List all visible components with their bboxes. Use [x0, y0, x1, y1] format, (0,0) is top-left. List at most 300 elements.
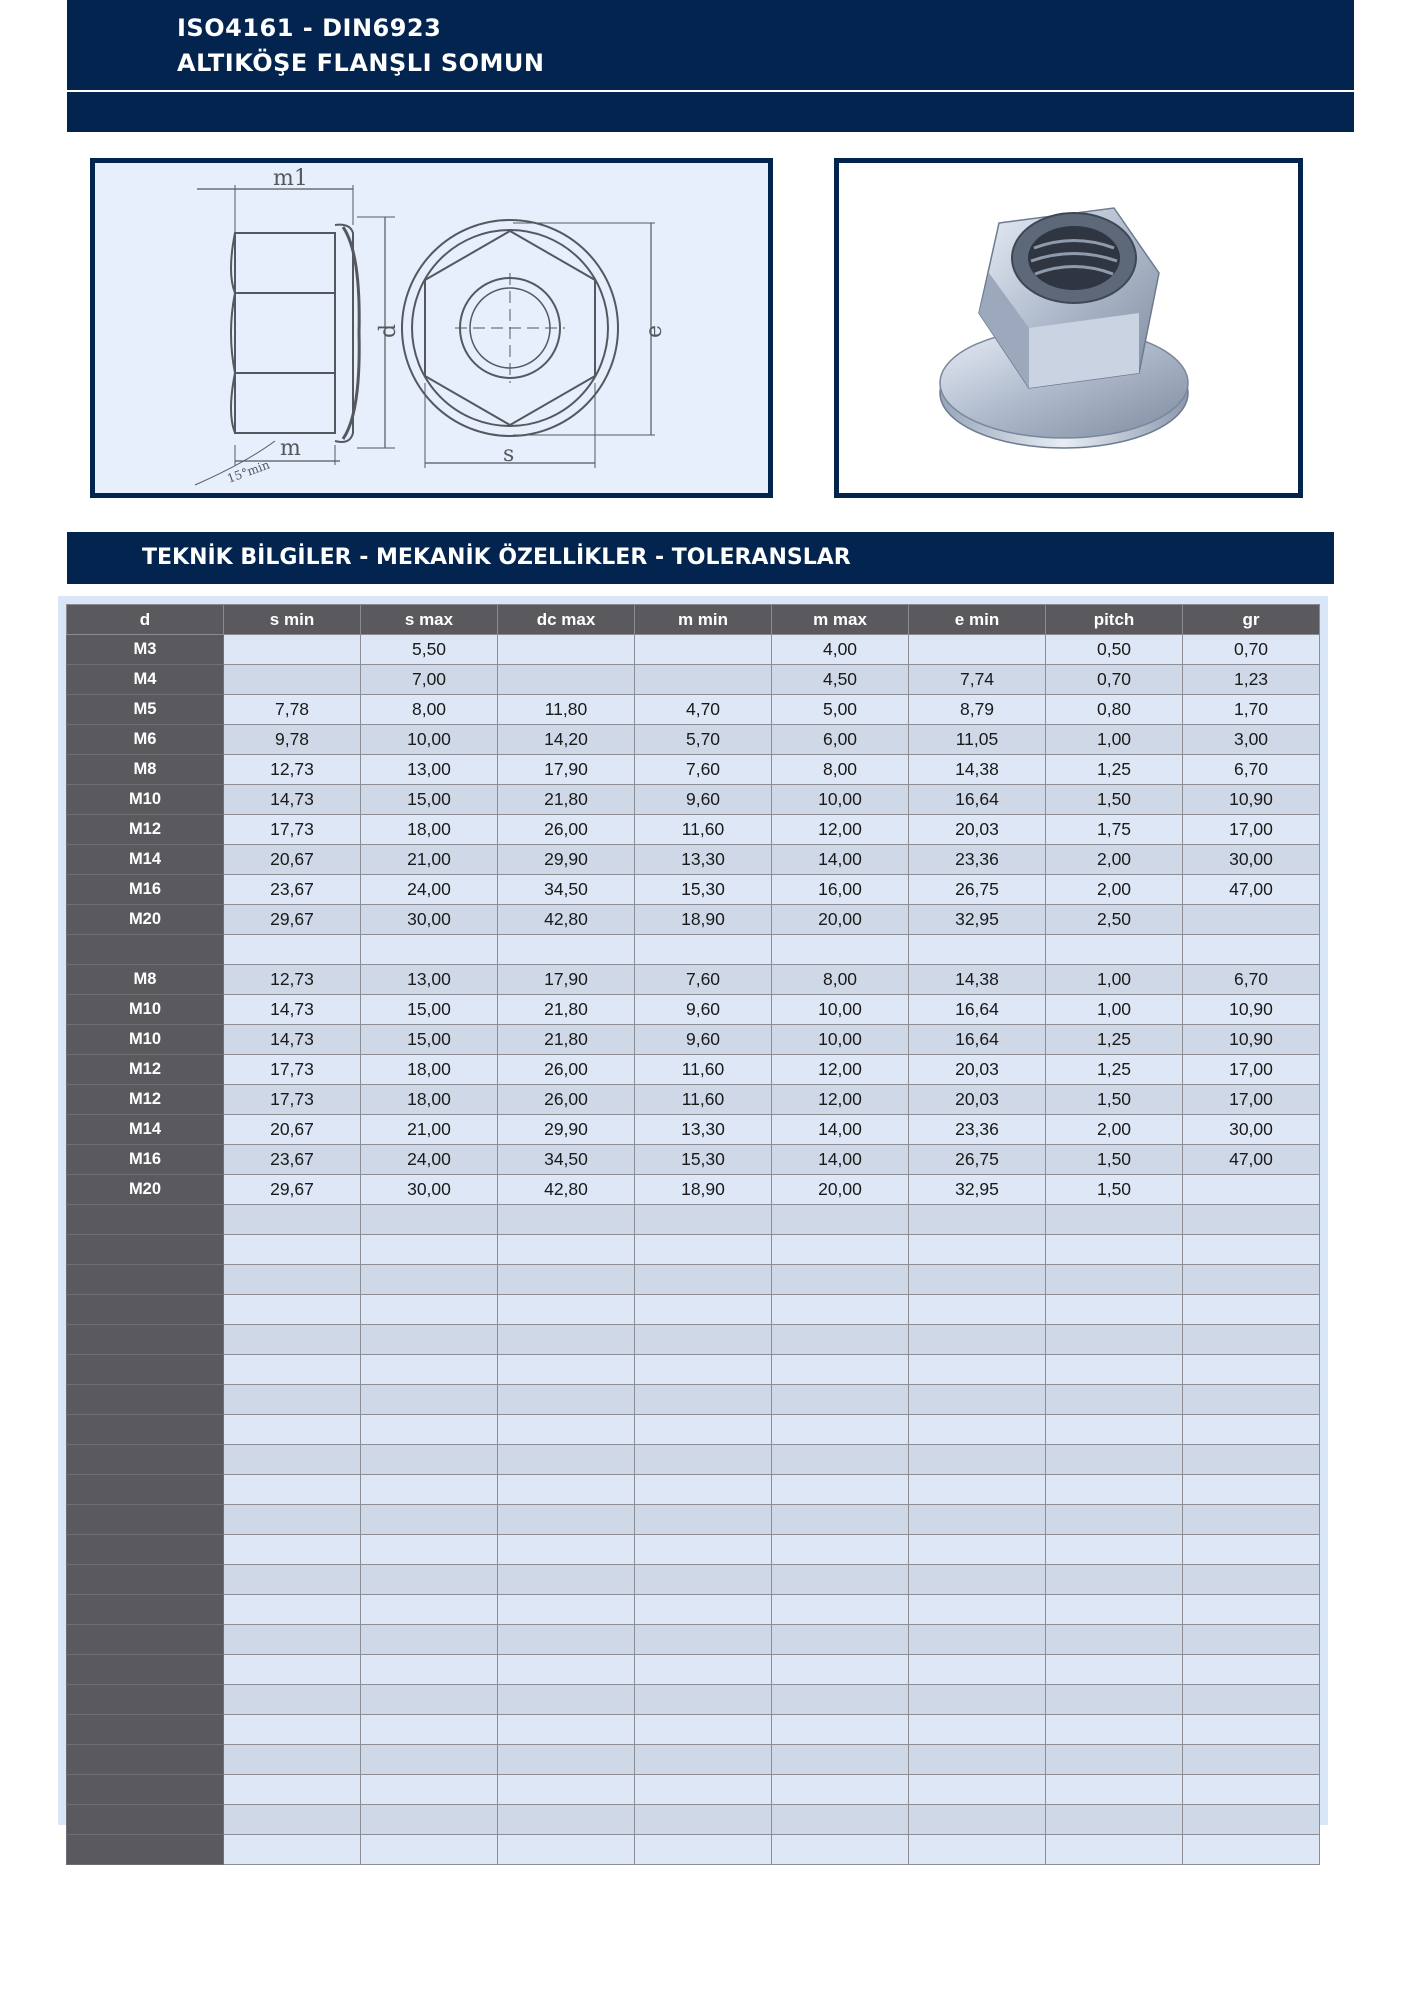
cell-m-max	[772, 1745, 909, 1775]
cell-m-max: 20,00	[772, 905, 909, 935]
cell-pitch	[1046, 1325, 1183, 1355]
cell-s-min	[224, 1595, 361, 1625]
cell-s-max	[361, 1685, 498, 1715]
cell-s-max	[361, 1565, 498, 1595]
table-row	[67, 1475, 1320, 1505]
cell-s-min: 20,67	[224, 845, 361, 875]
cell-d	[67, 1715, 224, 1745]
cell-s-max	[361, 1475, 498, 1505]
cell-gr: 0,70	[1183, 635, 1320, 665]
cell-gr	[1183, 1175, 1320, 1205]
cell-s-min	[224, 1265, 361, 1295]
cell-gr	[1183, 1595, 1320, 1625]
cell-e-min	[909, 1565, 1046, 1595]
cell-e-min	[909, 1445, 1046, 1475]
cell-m-max	[772, 1535, 909, 1565]
product-photo	[834, 158, 1303, 498]
cell-s-max	[361, 1535, 498, 1565]
cell-m-min: 9,60	[635, 785, 772, 815]
table-row	[67, 1325, 1320, 1355]
cell-dc-max	[498, 665, 635, 695]
cell-gr	[1183, 1415, 1320, 1445]
cell-e-min	[909, 1745, 1046, 1775]
cell-gr: 10,90	[1183, 785, 1320, 815]
technical-drawing	[90, 158, 773, 498]
cell-gr	[1183, 1535, 1320, 1565]
cell-d: M12	[67, 1055, 224, 1085]
table-row	[67, 965, 1320, 995]
cell-m-min: 18,90	[635, 1175, 772, 1205]
cell-s-max: 8,00	[361, 695, 498, 725]
table-row	[67, 1175, 1320, 1205]
cell-d: M20	[67, 905, 224, 935]
cell-s-max	[361, 1385, 498, 1415]
cell-dc-max	[498, 1325, 635, 1355]
cell-dc-max	[498, 1745, 635, 1775]
cell-m-min	[635, 1355, 772, 1385]
cell-dc-max	[498, 1475, 635, 1505]
cell-m-min	[635, 1505, 772, 1535]
table-row	[67, 815, 1320, 845]
cell-s-max: 21,00	[361, 845, 498, 875]
cell-d	[67, 1655, 224, 1685]
cell-pitch	[1046, 1265, 1183, 1295]
cell-dc-max	[498, 1685, 635, 1715]
cell-d: M10	[67, 785, 224, 815]
cell-gr: 6,70	[1183, 965, 1320, 995]
table-row	[67, 1625, 1320, 1655]
cell-pitch: 1,25	[1046, 755, 1183, 785]
table-row	[67, 1205, 1320, 1235]
cell-m-min	[635, 1805, 772, 1835]
cell-d	[67, 1265, 224, 1295]
cell-pitch	[1046, 1295, 1183, 1325]
cell-e-min	[909, 1355, 1046, 1385]
cell-gr	[1183, 1265, 1320, 1295]
cell-s-min: 17,73	[224, 815, 361, 845]
cell-pitch: 2,50	[1046, 905, 1183, 935]
cell-pitch: 1,25	[1046, 1055, 1183, 1085]
cell-m-min: 13,30	[635, 1115, 772, 1145]
cell-pitch	[1046, 1415, 1183, 1445]
cell-s-min: 14,73	[224, 995, 361, 1025]
technical-drawing-svg	[95, 163, 768, 493]
cell-d	[67, 1385, 224, 1415]
cell-m-max	[772, 1475, 909, 1505]
cell-gr: 17,00	[1183, 1085, 1320, 1115]
cell-d: M6	[67, 725, 224, 755]
cell-d	[67, 1805, 224, 1835]
cell-m-min	[635, 1655, 772, 1685]
table-row	[67, 1505, 1320, 1535]
cell-s-max	[361, 1415, 498, 1445]
cell-m-max	[772, 1505, 909, 1535]
cell-s-max	[361, 1295, 498, 1325]
cell-gr: 1,70	[1183, 695, 1320, 725]
cell-s-max	[361, 935, 498, 965]
cell-pitch	[1046, 1385, 1183, 1415]
cell-m-max	[772, 1685, 909, 1715]
cell-dc-max	[498, 1595, 635, 1625]
cell-gr	[1183, 1235, 1320, 1265]
cell-s-min: 23,67	[224, 1145, 361, 1175]
column-header-dc-max: dc max	[498, 605, 635, 635]
cell-s-max	[361, 1655, 498, 1685]
cell-e-min	[909, 635, 1046, 665]
cell-m-max: 12,00	[772, 1085, 909, 1115]
cell-s-min	[224, 935, 361, 965]
cell-s-min: 17,73	[224, 1085, 361, 1115]
cell-e-min: 16,64	[909, 785, 1046, 815]
cell-s-min: 29,67	[224, 1175, 361, 1205]
cell-m-max	[772, 1595, 909, 1625]
cell-s-min	[224, 1325, 361, 1355]
table-row	[67, 1235, 1320, 1265]
cell-pitch	[1046, 1655, 1183, 1685]
cell-m-min: 7,60	[635, 755, 772, 785]
cell-gr	[1183, 935, 1320, 965]
cell-e-min	[909, 1385, 1046, 1415]
cell-gr	[1183, 1565, 1320, 1595]
cell-m-min	[635, 1445, 772, 1475]
cell-s-max	[361, 1325, 498, 1355]
cell-dc-max: 29,90	[498, 1115, 635, 1145]
cell-dc-max: 17,90	[498, 965, 635, 995]
cell-s-min: 14,73	[224, 785, 361, 815]
cell-m-min	[635, 1475, 772, 1505]
cell-dc-max: 26,00	[498, 1085, 635, 1115]
cell-pitch: 0,80	[1046, 695, 1183, 725]
cell-s-min	[224, 1385, 361, 1415]
cell-s-max: 15,00	[361, 995, 498, 1025]
cell-pitch	[1046, 1685, 1183, 1715]
cell-dc-max	[498, 1805, 635, 1835]
cell-d	[67, 1325, 224, 1355]
cell-dc-max	[498, 1295, 635, 1325]
cell-s-max: 18,00	[361, 815, 498, 845]
label-e: e	[642, 324, 667, 338]
cell-pitch	[1046, 1475, 1183, 1505]
cell-d	[67, 1355, 224, 1385]
cell-e-min: 8,79	[909, 695, 1046, 725]
table-row	[67, 1115, 1320, 1145]
cell-d: M8	[67, 965, 224, 995]
cell-s-min	[224, 635, 361, 665]
cell-e-min: 23,36	[909, 1115, 1046, 1145]
cell-s-min	[224, 1505, 361, 1535]
cell-m-min	[635, 935, 772, 965]
cell-gr	[1183, 1445, 1320, 1475]
cell-gr: 30,00	[1183, 1115, 1320, 1145]
cell-pitch: 1,00	[1046, 725, 1183, 755]
cell-pitch: 1,75	[1046, 815, 1183, 845]
cell-m-min	[635, 1625, 772, 1655]
cell-s-min: 23,67	[224, 875, 361, 905]
table-row	[67, 1835, 1320, 1865]
cell-m-max	[772, 1385, 909, 1415]
cell-s-max: 15,00	[361, 1025, 498, 1055]
cell-dc-max	[498, 1235, 635, 1265]
cell-e-min	[909, 1535, 1046, 1565]
cell-gr	[1183, 1295, 1320, 1325]
table-row	[67, 1385, 1320, 1415]
table-row	[67, 875, 1320, 905]
cell-dc-max: 34,50	[498, 1145, 635, 1175]
cell-m-min	[635, 1745, 772, 1775]
cell-gr	[1183, 1325, 1320, 1355]
cell-s-max	[361, 1205, 498, 1235]
cell-dc-max	[498, 1385, 635, 1415]
column-header-s-max: s max	[361, 605, 498, 635]
cell-s-max: 15,00	[361, 785, 498, 815]
cell-d: M14	[67, 1115, 224, 1145]
table-row	[67, 785, 1320, 815]
table-row	[67, 935, 1320, 965]
cell-gr	[1183, 1205, 1320, 1235]
cell-dc-max	[498, 1265, 635, 1295]
cell-d: M20	[67, 1175, 224, 1205]
cell-s-max: 5,50	[361, 635, 498, 665]
cell-m-max: 4,50	[772, 665, 909, 695]
cell-e-min	[909, 1655, 1046, 1685]
cell-d: M3	[67, 635, 224, 665]
label-m: m	[280, 436, 301, 461]
cell-s-max: 13,00	[361, 755, 498, 785]
cell-s-min	[224, 1565, 361, 1595]
cell-s-min	[224, 1235, 361, 1265]
cell-d: M10	[67, 1025, 224, 1055]
cell-d	[67, 1505, 224, 1535]
cell-pitch	[1046, 1565, 1183, 1595]
cell-e-min	[909, 1715, 1046, 1745]
cell-gr	[1183, 905, 1320, 935]
cell-gr	[1183, 1805, 1320, 1835]
cell-s-min	[224, 1475, 361, 1505]
cell-pitch: 1,50	[1046, 1145, 1183, 1175]
cell-d: M12	[67, 1085, 224, 1115]
cell-e-min	[909, 1415, 1046, 1445]
label-angle: 15°min	[225, 457, 272, 486]
spec-table-container	[58, 596, 1328, 1825]
cell-m-min	[635, 1265, 772, 1295]
cell-e-min	[909, 1205, 1046, 1235]
cell-s-max	[361, 1505, 498, 1535]
cell-m-max	[772, 1445, 909, 1475]
cell-s-max	[361, 1265, 498, 1295]
cell-dc-max: 34,50	[498, 875, 635, 905]
cell-s-min: 20,67	[224, 1115, 361, 1145]
cell-pitch	[1046, 1355, 1183, 1385]
table-row	[67, 905, 1320, 935]
cell-m-min: 9,60	[635, 995, 772, 1025]
cell-dc-max: 14,20	[498, 725, 635, 755]
cell-m-min: 7,60	[635, 965, 772, 995]
product-title: ALTIKÖŞE FLANŞLI SOMUN	[177, 49, 545, 77]
column-header-gr: gr	[1183, 605, 1320, 635]
cell-s-min: 9,78	[224, 725, 361, 755]
cell-s-max	[361, 1745, 498, 1775]
cell-s-max: 18,00	[361, 1085, 498, 1115]
table-row	[67, 1535, 1320, 1565]
cell-s-max	[361, 1835, 498, 1865]
cell-m-min: 11,60	[635, 1055, 772, 1085]
table-row	[67, 755, 1320, 785]
cell-s-min	[224, 1535, 361, 1565]
cell-m-max: 14,00	[772, 1115, 909, 1145]
cell-pitch	[1046, 1595, 1183, 1625]
cell-gr	[1183, 1625, 1320, 1655]
cell-s-min: 14,73	[224, 1025, 361, 1055]
cell-s-min	[224, 1205, 361, 1235]
cell-pitch	[1046, 1745, 1183, 1775]
cell-s-max	[361, 1355, 498, 1385]
cell-s-min	[224, 1685, 361, 1715]
cell-s-max	[361, 1805, 498, 1835]
cell-e-min: 11,05	[909, 725, 1046, 755]
table-row	[67, 1025, 1320, 1055]
cell-d: M16	[67, 1145, 224, 1175]
cell-d	[67, 1415, 224, 1445]
table-row	[67, 1355, 1320, 1385]
cell-d	[67, 1685, 224, 1715]
cell-dc-max: 21,80	[498, 995, 635, 1025]
cell-e-min: 14,38	[909, 755, 1046, 785]
cell-gr	[1183, 1685, 1320, 1715]
cell-e-min: 14,38	[909, 965, 1046, 995]
cell-gr	[1183, 1715, 1320, 1745]
cell-m-min	[635, 1235, 772, 1265]
table-row	[67, 725, 1320, 755]
cell-m-min: 13,30	[635, 845, 772, 875]
cell-pitch	[1046, 935, 1183, 965]
cell-s-min	[224, 1775, 361, 1805]
cell-e-min: 20,03	[909, 1085, 1046, 1115]
cell-d	[67, 1835, 224, 1865]
table-row	[67, 845, 1320, 875]
cell-m-max	[772, 1835, 909, 1865]
cell-dc-max	[498, 1505, 635, 1535]
table-row	[67, 1085, 1320, 1115]
cell-s-max: 21,00	[361, 1115, 498, 1145]
cell-dc-max	[498, 1565, 635, 1595]
cell-d	[67, 1535, 224, 1565]
cell-dc-max	[498, 1835, 635, 1865]
cell-s-min: 17,73	[224, 1055, 361, 1085]
cell-s-min	[224, 1295, 361, 1325]
cell-gr: 17,00	[1183, 1055, 1320, 1085]
cell-d: M16	[67, 875, 224, 905]
cell-gr: 47,00	[1183, 875, 1320, 905]
cell-s-max: 7,00	[361, 665, 498, 695]
cell-m-min	[635, 1685, 772, 1715]
table-row	[67, 635, 1320, 665]
cell-e-min	[909, 1595, 1046, 1625]
flange-nut-image	[839, 163, 1298, 493]
cell-s-min	[224, 1655, 361, 1685]
cell-m-max: 10,00	[772, 785, 909, 815]
cell-m-min: 11,60	[635, 1085, 772, 1115]
cell-s-max: 10,00	[361, 725, 498, 755]
cell-m-max	[772, 1325, 909, 1355]
column-header-m-min: m min	[635, 605, 772, 635]
cell-e-min: 26,75	[909, 875, 1046, 905]
cell-e-min	[909, 1235, 1046, 1265]
column-header-pitch: pitch	[1046, 605, 1183, 635]
table-row	[67, 1565, 1320, 1595]
cell-s-max: 30,00	[361, 905, 498, 935]
cell-m-min	[635, 1385, 772, 1415]
cell-s-max: 18,00	[361, 1055, 498, 1085]
cell-m-max	[772, 1625, 909, 1655]
cell-m-min	[635, 1715, 772, 1745]
cell-gr	[1183, 1475, 1320, 1505]
cell-dc-max	[498, 635, 635, 665]
cell-pitch: 1,00	[1046, 965, 1183, 995]
cell-m-max: 8,00	[772, 755, 909, 785]
cell-pitch	[1046, 1445, 1183, 1475]
cell-m-max	[772, 1265, 909, 1295]
cell-e-min: 23,36	[909, 845, 1046, 875]
cell-m-min	[635, 1595, 772, 1625]
cell-gr: 47,00	[1183, 1145, 1320, 1175]
cell-gr: 10,90	[1183, 1025, 1320, 1055]
page-header	[67, 0, 1354, 132]
section-title: TEKNİK BİLGİLER - MEKANİK ÖZELLİKLER - TOLERANSLAR	[142, 545, 851, 570]
cell-m-max	[772, 1805, 909, 1835]
column-header-s-min: s min	[224, 605, 361, 635]
cell-pitch: 1,25	[1046, 1025, 1183, 1055]
cell-gr: 6,70	[1183, 755, 1320, 785]
cell-e-min	[909, 1475, 1046, 1505]
cell-m-max: 14,00	[772, 845, 909, 875]
table-row	[67, 1595, 1320, 1625]
cell-pitch: 1,50	[1046, 785, 1183, 815]
cell-e-min	[909, 1835, 1046, 1865]
cell-d	[67, 1445, 224, 1475]
cell-m-max	[772, 1355, 909, 1385]
cell-dc-max: 11,80	[498, 695, 635, 725]
cell-s-min: 12,73	[224, 755, 361, 785]
cell-pitch	[1046, 1835, 1183, 1865]
cell-dc-max: 17,90	[498, 755, 635, 785]
cell-d	[67, 1235, 224, 1265]
cell-s-max	[361, 1775, 498, 1805]
cell-s-min: 7,78	[224, 695, 361, 725]
cell-d	[67, 1775, 224, 1805]
cell-pitch: 2,00	[1046, 845, 1183, 875]
cell-pitch: 1,00	[1046, 995, 1183, 1025]
cell-s-max	[361, 1445, 498, 1475]
cell-dc-max: 21,80	[498, 785, 635, 815]
cell-dc-max	[498, 1535, 635, 1565]
cell-dc-max	[498, 1625, 635, 1655]
label-d: d	[376, 323, 401, 338]
cell-s-max: 13,00	[361, 965, 498, 995]
cell-s-max: 24,00	[361, 875, 498, 905]
table-row	[67, 665, 1320, 695]
cell-dc-max	[498, 935, 635, 965]
cell-pitch: 0,50	[1046, 635, 1183, 665]
cell-dc-max	[498, 1205, 635, 1235]
cell-m-min	[635, 1415, 772, 1445]
cell-e-min	[909, 1805, 1046, 1835]
cell-m-max	[772, 1775, 909, 1805]
cell-s-max: 30,00	[361, 1175, 498, 1205]
cell-d	[67, 1745, 224, 1775]
cell-m-max: 12,00	[772, 815, 909, 845]
cell-pitch: 1,50	[1046, 1085, 1183, 1115]
table-row	[67, 1745, 1320, 1775]
